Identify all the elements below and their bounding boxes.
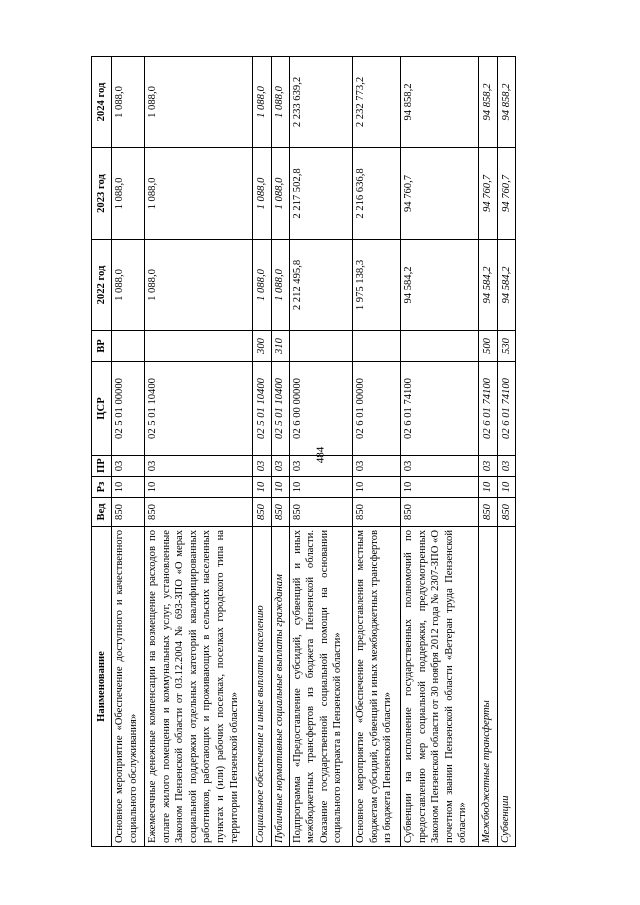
cell-2023: 94 760,7 [497,148,515,240]
cell-ved: 850 [145,498,253,527]
header-pr: ПР [92,456,112,477]
cell-2024: 2 232 773,2 [353,57,401,148]
cell-csr: 02 5 01 10400 [145,362,253,456]
cell-rz: 10 [497,477,515,498]
header-name: Наименование [92,527,112,847]
cell-csr: 02 6 01 00000 [353,362,401,456]
cell-csr: 02 5 01 00000 [112,362,145,456]
cell-pr: 03 [289,456,352,477]
cell-ved: 850 [112,498,145,527]
header-ved: Вед [92,498,112,527]
cell-vr: 500 [479,331,497,362]
cell-2024: 1 088,0 [253,57,271,148]
cell-vr: 310 [271,331,289,362]
cell-2024: 94 858,2 [401,57,479,148]
cell-ved: 850 [271,498,289,527]
table-row [479,57,497,847]
cell-2023: 1 088,0 [253,148,271,240]
cell-rz: 10 [353,477,401,498]
cell-rz: 10 [253,477,271,498]
cell-2022: 1 975 138,3 [353,240,401,331]
header-2022: 2022 год [92,240,112,331]
cell-2022: 2 212 495,8 [289,240,352,331]
header-2023: 2023 год [92,148,112,240]
cell-2024: 2 233 639,2 [289,57,352,148]
header-vr: ВР [92,331,112,362]
table-row [253,57,271,847]
cell-vr [145,331,253,362]
cell-rz: 10 [401,477,479,498]
cell-name: Субвенции [497,527,515,847]
cell-csr: 02 6 01 74100 [479,362,497,456]
cell-2024: 94 858,2 [497,57,515,148]
cell-pr: 03 [497,456,515,477]
cell-2023: 1 088,0 [112,148,145,240]
cell-name: Публичные нормативные социальные выплаты гражданам [271,527,289,847]
cell-vr [289,331,352,362]
table-row [497,57,515,847]
cell-2023: 94 760,7 [401,148,479,240]
cell-vr: 300 [253,331,271,362]
cell-ved: 850 [401,498,479,527]
cell-2024: 1 088,0 [145,57,253,148]
cell-ved: 850 [289,498,352,527]
cell-2023: 94 760,7 [479,148,497,240]
cell-rz: 10 [271,477,289,498]
table-row [145,57,253,847]
cell-csr: 02 6 01 74100 [401,362,479,456]
cell-2023: 2 217 502,8 [289,148,352,240]
header-csr: ЦСР [92,362,112,456]
cell-csr: 02 6 01 74100 [497,362,515,456]
cell-name: Субвенции на исполнение государственных полномочий по предоставлению мер социальной поддержки, предусмотренных Законом Пензенской области от 30 ноября 2012 года № 2307-ЗПО «О почетном звании Пензенской области «Ветеран труда Пензенской области» [401,527,479,847]
cell-name: Основное мероприятие «Обеспечение доступного и качественного социального обслуживания» [112,527,145,847]
cell-pr: 03 [353,456,401,477]
cell-2024: 94 858,2 [479,57,497,148]
cell-pr: 03 [145,456,253,477]
cell-rz: 10 [479,477,497,498]
cell-csr: 02 5 01 10400 [271,362,289,456]
cell-rz: 10 [145,477,253,498]
cell-2022: 94 584,2 [401,240,479,331]
table-row [353,57,401,847]
cell-pr: 03 [401,456,479,477]
cell-2022: 1 088,0 [271,240,289,331]
cell-ved: 850 [353,498,401,527]
page-number-text: 484 [314,446,326,464]
cell-2022: 1 088,0 [253,240,271,331]
cell-rz: 10 [112,477,145,498]
cell-2022: 94 584,2 [479,240,497,331]
cell-ved: 850 [497,498,515,527]
cell-ved: 850 [479,498,497,527]
cell-name: Подпрограмма «Предоставление субсидий, субвенций и иных межбюджетных трансфертов из бюджета Пензенской области. Оказание государственной социальной помощи на основании социального контракта в Пензенской области» [289,527,352,847]
cell-vr [401,331,479,362]
table-row [401,57,479,847]
cell-pr: 03 [112,456,145,477]
cell-rz: 10 [289,477,352,498]
header-rz: Рз [92,477,112,498]
cell-2023: 2 216 636,8 [353,148,401,240]
table-row [271,57,289,847]
cell-csr: 02 6 00 00000 [289,362,352,456]
cell-pr: 03 [479,456,497,477]
cell-pr: 03 [271,456,289,477]
budget-table [91,56,516,847]
cell-2023: 1 088,0 [271,148,289,240]
cell-2024: 1 088,0 [112,57,145,148]
table-row [112,57,145,847]
cell-2022: 94 584,2 [497,240,515,331]
table-header-row [92,57,112,847]
cell-vr: 530 [497,331,515,362]
cell-name: Основное мероприятие «Обеспечение предоставления местным бюджетам субсидий, субвенций и иных межбюджетных трансфертов из бюджета Пензенской области» [353,527,401,847]
cell-csr: 02 5 01 10400 [253,362,271,456]
header-2024: 2024 год [92,57,112,148]
cell-ved: 850 [253,498,271,527]
cell-2023: 1 088,0 [145,148,253,240]
cell-2022: 1 088,0 [112,240,145,331]
cell-2024: 1 088,0 [271,57,289,148]
table-frame [91,57,516,847]
cell-name: Ежемесячные денежные компенсации на возмещение расходов по оплате жилого помещения и коммунальных услуг, установленные Законом Пензенской области от 03.12.2004 № 693-ЗПО «О мерах социальной поддержки отдельных категорий квалифицированных работников, работающих и проживающих в сельских населенных пунктах и (или) рабочих поселках, поселках городского типа на территории Пензенской области» [145,527,253,847]
cell-name: Межбюджетные трансферты [479,527,497,847]
table-row [289,57,352,847]
cell-2022: 1 088,0 [145,240,253,331]
cell-vr [112,331,145,362]
cell-pr: 03 [253,456,271,477]
cell-vr [353,331,401,362]
cell-name: Социальное обеспечение и иные выплаты населению [253,527,271,847]
